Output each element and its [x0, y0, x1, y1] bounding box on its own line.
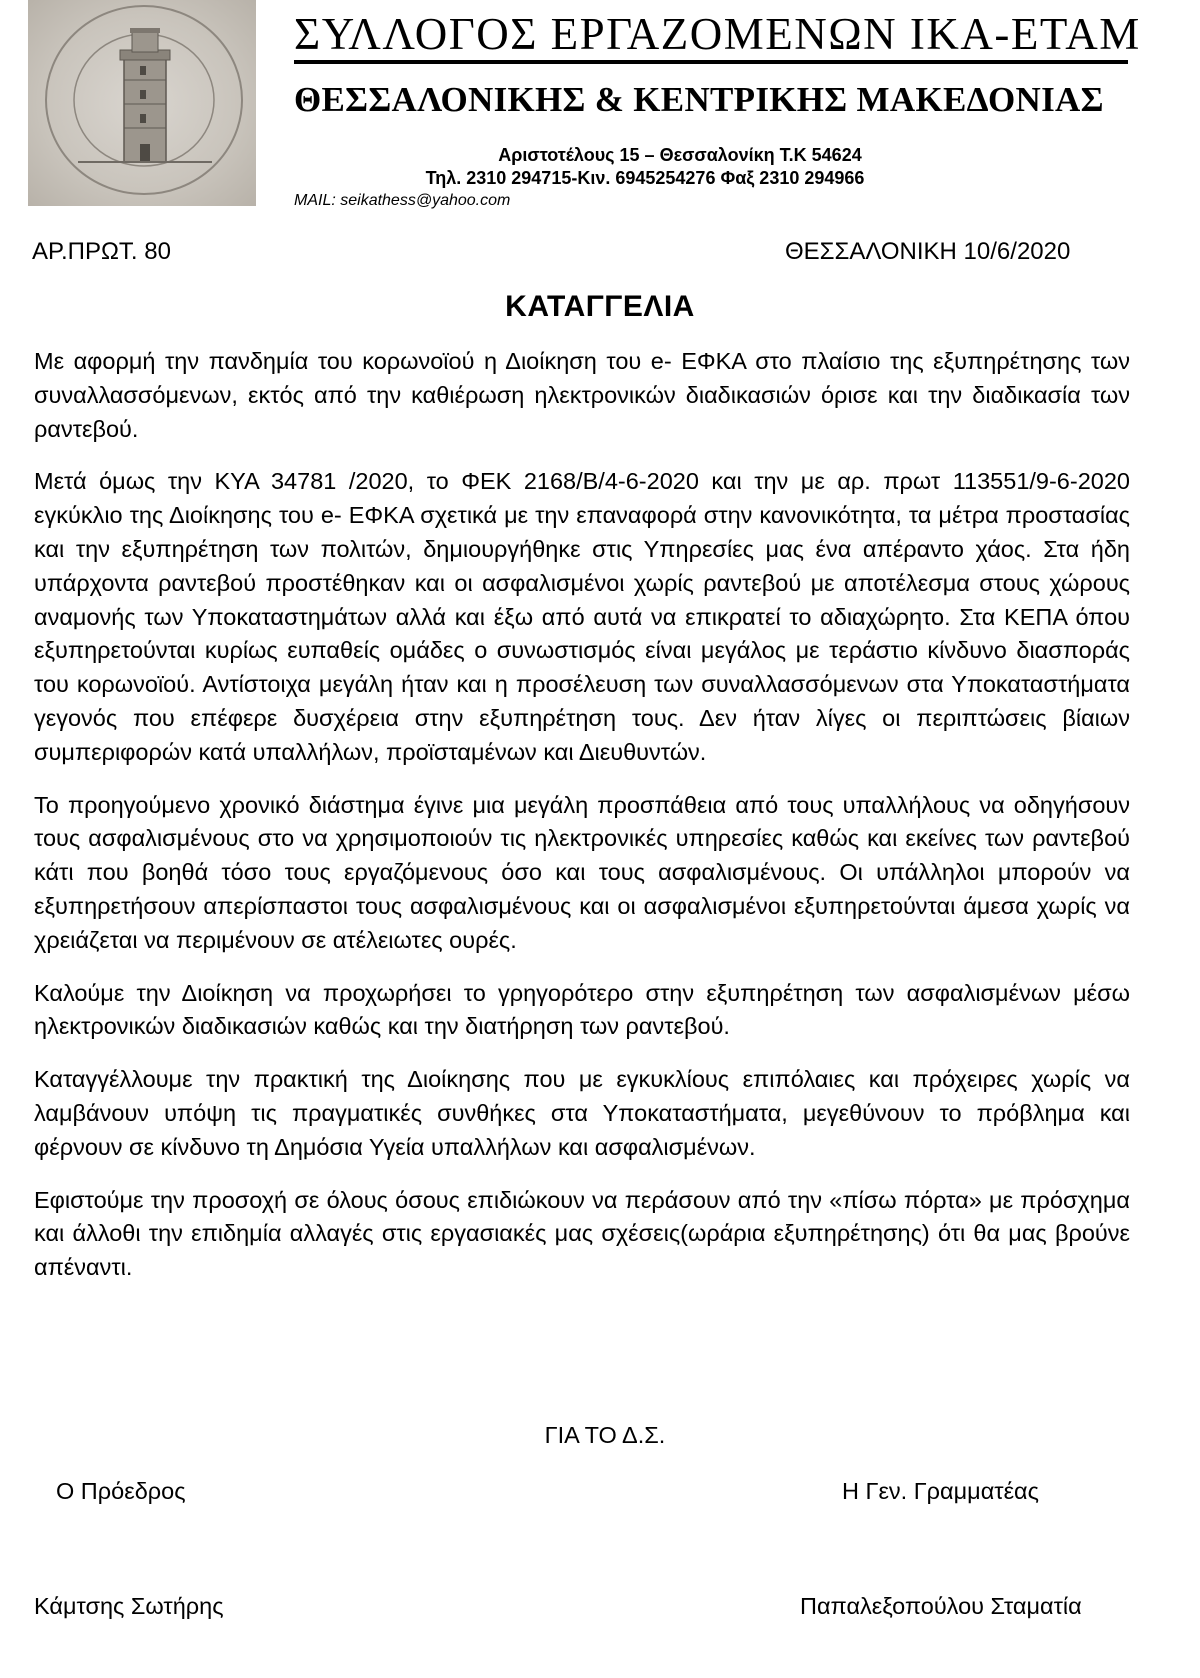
paragraph: Καλούμε την Διοίκηση να προχωρήσει το γρηγορότερο στην εξυπηρέτηση των ασφαλισμένων μέσω ηλεκτρονικών διαδικασιών καθώς και την διατήρηση των ραντεβού.	[34, 979, 1130, 1040]
paragraph: Καταγγέλλουμε την πρακτική της Διοίκησης που με εγκυκλίους επιπόλαιες και πρόχειρες χωρίς να λαμβάνουν υπόψη τις πραγματικές συνθήκες στα Υποκαταστήματα, μεγεθύνουν το πρόβλημα και φέρνουν σε κίνδυνο τη Δημόσια Υγεία υπαλλήλων και ασφαλισμένων.	[34, 1066, 1130, 1160]
union-region: ΘΕΣΣΑΛΟΝΙΚΗΣ & ΚΕΝΤΡΙΚΗΣ ΜΑΚΕΔΟΝΙΑΣ	[294, 80, 1104, 119]
secretary-title: Η Γεν. Γραμματέας	[842, 1478, 1039, 1504]
union-phones: Τηλ. 2310 294715-Κιν. 6945254276 Φαξ 2310 294966	[425, 168, 865, 188]
protocol-number: ΑΡ.ΠΡΩΤ. 80	[32, 238, 171, 265]
header-rule	[294, 60, 1128, 64]
paragraph: Με αφορμή την πανδημία του κορωνοϊού η Διοίκηση του e- ΕΦΚΑ στο πλαίσιο της εξυπηρέτησης των συναλλασσόμενων, εκτός από την καθιέρωση ηλεκτρονικών διαδικασιών όρισε και την διαδικασία των ραντεβού.	[34, 348, 1130, 442]
paragraph: Μετά όμως την ΚΥΑ 34781 /2020, το ΦΕΚ 2168/Β/4-6-2020 και την με αρ. πρωτ 113551/9-6-2020 εγκύκλιο της Διοίκησης του e- ΕΦΚΑ σχετικά με την επαναφορά στην κανονικότητα, τα μέτρα προστασίας και την εξυπηρέτηση των πολιτών, δημιουργήθηκε στις Υπηρεσίες μας ένα απέραντο χάος. Στα ήδη υπάρχοντα ραντεβού προστέθηκαν και οι ασφαλισμένοι χωρίς ραντεβού με αποτέλεσμα στους χώρους αναμονής των Υποκαταστημάτων αλλά και έξω από αυτά να επικρατεί το αδιαχώρητο. Στα ΚΕΠΑ όπου εξυπηρετούνται κυρίως ευπαθείς ομάδες ο συνωστισμός είναι μεγάλος με τεράστιο κίνδυνο διασποράς του κορωνοϊού. Αντίστοιχα μεγάλη ήταν και η προσέλευση των συναλλασσόμενων στα Υποκαταστήματα γεγονός που επέφερε δυσχέρεια στην εξυπηρέτηση τους. Δεν ήταν λίγες οι περιπτώσεις βίαιων συμπεριφορών κατά υπαλλήλων, προϊσταμένων και Διευθυντών.	[34, 468, 1130, 765]
paragraph: Το προηγούμενο χρονικό διάστημα έγινε μια μεγάλη προσπάθεια από τους υπαλλήλους να οδηγήσουν τους ασφαλισμένους στο να χρησιμοποιούν τις ηλεκτρονικές υπηρεσίες καθώς και εκείνες των ραντεβού κάτι που βοηθά τόσο τους εργαζόμενους όσο και τους ασφαλισμένους. Οι υπάλληλοι μπορούν να εξυπηρετήσουν απερίσπαστοι τους ασφαλισμένους και οι ασφαλισμένοι εξυπηρετούνται άμεσα χωρίς να χρειάζεται να περιμένουν σε ατέλειωτες ουρές.	[34, 791, 1130, 953]
on-behalf-of-board: ΓΙΑ ΤΟ Δ.Σ.	[544, 1422, 666, 1448]
place-date: ΘΕΣΣΑΛΟΝΙΚΗ 10/6/2020	[785, 238, 1071, 265]
document-title: ΚΑΤΑΓΓΕΛΙΑ	[505, 290, 695, 323]
secretary-name: Παπαλεξοπούλου Σταματία	[800, 1593, 1082, 1619]
union-email: MAIL: seikathess@yahoo.com	[294, 192, 511, 209]
president-name: Κάμτσης Σωτήρης	[34, 1593, 224, 1619]
union-address: Αριστοτέλους 15 – Θεσσαλονίκη Τ.Κ 54624	[498, 145, 862, 165]
president-title: Ο Πρόεδρος	[56, 1478, 186, 1504]
document-body	[34, 345, 1130, 1304]
paragraph: Εφιστούμε την προσοχή σε όλους όσους επιδιώκουν να περάσουν από την «πίσω πόρτα» με πρόσχημα και άλλοθι την επιδημία αλλαγές στις εργασιακές μας σχέσεις(ωράρια εξυπηρέτησης) ότι θα μας βρούνε απέναντι.	[34, 1186, 1130, 1281]
union-name: ΣΥΛΛΟΓΟΣ ΕΡΓΑΖΟΜΕΝΩΝ ΙΚΑ-ΕΤΑΜ	[294, 9, 1141, 59]
union-logo	[28, 0, 256, 206]
white-tower-seal-icon	[28, 0, 256, 206]
